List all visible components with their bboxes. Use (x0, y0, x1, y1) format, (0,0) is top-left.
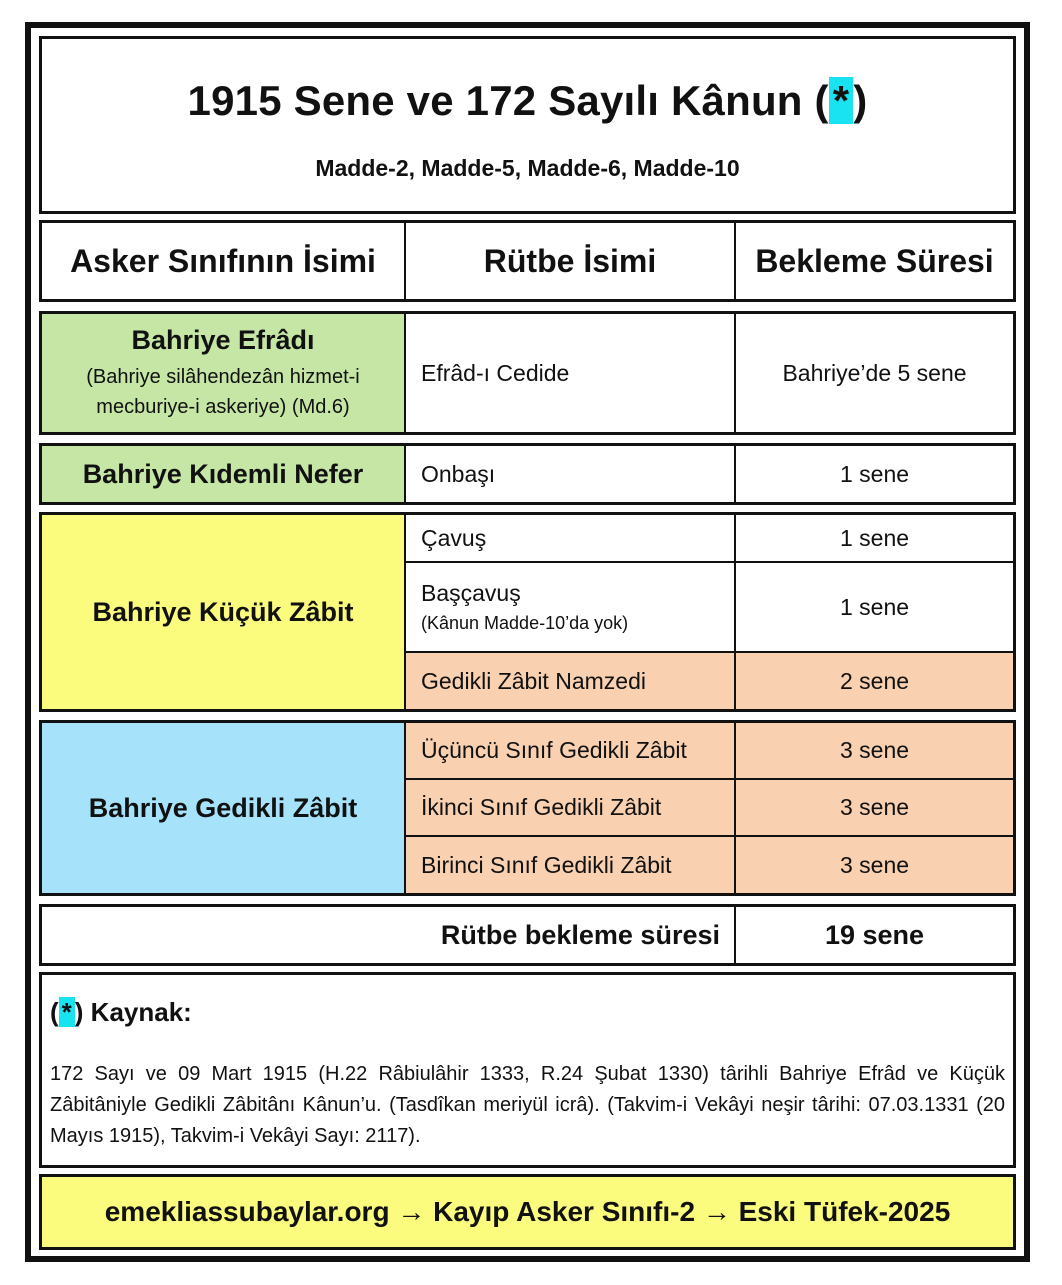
group-name: Bahriye Gedikli Zâbit (42, 723, 406, 893)
group-name: Bahriye Efrâdı (131, 324, 315, 355)
asterisk-marker: * (59, 997, 75, 1027)
rank-cell (406, 563, 736, 651)
group-cell (42, 314, 406, 432)
source-text: 172 Sayı ve 09 Mart 1915 (H.22 Râbiulâhir 1333, R.24 Şubat 1330) târihli Bahriye Efrâd ve Küçük Zâbitâniyle Gedikli Zâbitânı Kânun’u. (Tasdîkan meriyül icrâ). (Takvim-i Vekâyi neşir târihi: 07.03.1331 (20 Mayıs 1915), Takvim-i Vekâyi Sayı: 2117). (50, 1063, 1005, 1147)
rank-name: Çavuş (406, 515, 736, 561)
rank-name: Efrâd-ı Cedide (406, 314, 736, 432)
total-row (39, 904, 1016, 966)
group-name: Bahriye Küçük Zâbit (42, 515, 406, 709)
table-row (39, 720, 1016, 896)
rank-subrow (406, 653, 1013, 709)
title-section (39, 36, 1016, 214)
header-class-name: Asker Sınıfının İsimi (42, 223, 406, 299)
table-row (39, 512, 1016, 712)
rank-duration: Bahriye’de 5 sene (782, 359, 967, 386)
asterisk-marker: * (829, 77, 854, 124)
title-text: 1915 Sene ve 172 Sayılı Kânun ( (187, 77, 829, 124)
table-row (39, 311, 1016, 435)
rank-subrow (406, 563, 1013, 653)
group-note: mecburiye-i askeriye) (Md.6) (96, 395, 350, 418)
rank-duration: 1 sene (839, 593, 910, 620)
rank-duration: 1 sene (839, 524, 910, 551)
rank-name: Başçavuş (421, 580, 521, 606)
rank-subrow (406, 837, 1013, 893)
page-title (42, 77, 1013, 125)
rank-duration: 3 sene (839, 851, 910, 878)
source-heading (50, 997, 192, 1028)
rank-name: Onbaşı (406, 446, 736, 502)
total-value: 19 sene (824, 919, 925, 950)
source-heading-text: ) Kaynak: (74, 997, 192, 1027)
title-close: ) (853, 77, 868, 124)
rank-name: Birinci Sınıf Gedikli Zâbit (406, 837, 736, 893)
rank-name: Üçüncü Sınıf Gedikli Zâbit (406, 723, 736, 778)
source-section (39, 972, 1016, 1168)
rank-note: (Kânun Madde-10’da yok) (421, 613, 629, 633)
rank-duration: 2 sene (839, 667, 910, 694)
table-header (39, 220, 1016, 302)
rank-duration: 3 sene (839, 794, 910, 820)
table-row (39, 443, 1016, 505)
total-label: Rütbe bekleme süresi (42, 907, 736, 963)
articles-subtitle: Madde-2, Madde-5, Madde-6, Madde-10 (315, 155, 740, 181)
rank-subrow (406, 723, 1013, 780)
rank-name: Gedikli Zâbit Namzedi (406, 653, 736, 709)
rank-subrow (406, 780, 1013, 837)
rank-subrow (406, 515, 1013, 563)
rank-duration: 3 sene (839, 737, 910, 763)
rank-duration: 1 sene (839, 460, 910, 487)
group-note: (Bahriye silâhendezân hizmet-i (86, 365, 360, 388)
rank-name: İkinci Sınıf Gedikli Zâbit (406, 780, 736, 835)
source-open-paren: ( (50, 997, 59, 1027)
document-frame (25, 22, 1030, 1262)
header-waiting-time: Bekleme Süresi (755, 242, 994, 279)
header-rank-name: Rütbe İsimi (406, 223, 736, 299)
group-name: Bahriye Kıdemli Nefer (42, 446, 406, 502)
footer-breadcrumb: emekliassubaylar.org → Kayıp Asker Sınıfı-2 → Eski Tüfek-2025 (39, 1174, 1016, 1250)
